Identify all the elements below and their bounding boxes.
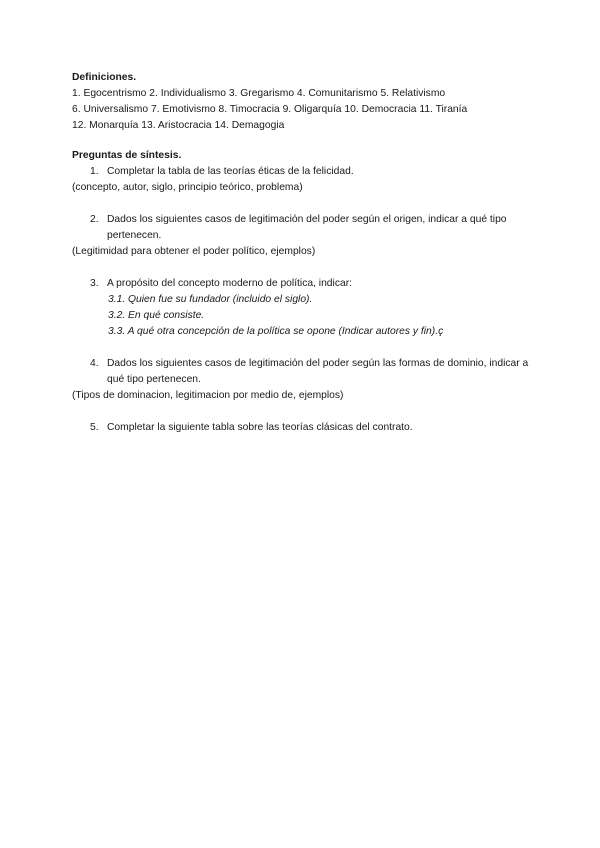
question-3-text: A propósito del concepto moderno de política, indicar: xyxy=(107,278,352,289)
spacer xyxy=(72,260,542,276)
definiciones-line-2: 6. Universalismo 7. Emotivismo 8. Timocracia 9. Oligarquía 10. Democracia 11. Tiranía xyxy=(72,104,468,115)
question-3 xyxy=(72,276,542,292)
question-2-note: (Legitimidad para obtener el poder político, ejemplos) xyxy=(72,246,316,257)
spacer xyxy=(72,404,542,420)
question-4 xyxy=(72,356,542,388)
question-4-note: (Tipos de dominacion, legitimacion por medio de, ejemplos) xyxy=(72,390,344,401)
question-1-text: Completar la tabla de las teorías éticas de la felicidad. xyxy=(107,166,354,177)
definiciones-line-1: 1. Egocentrismo 2. Individualismo 3. Gregarismo 4. Comunitarismo 5. Relativismo xyxy=(72,88,446,99)
question-5-number: 5. xyxy=(90,422,99,433)
question-3-sub-3: 3.3. A qué otra concepción de la política se opone (Indicar autores y fin).ç xyxy=(108,326,444,337)
spacer xyxy=(72,196,542,212)
question-5 xyxy=(72,420,542,436)
question-1-note: (concepto, autor, siglo, principio teórico, problema) xyxy=(72,182,303,193)
question-3-sub-1: 3.1. Quien fue su fundador (incluido el siglo). xyxy=(108,294,313,305)
document-page xyxy=(72,70,542,436)
question-4-text: Dados los siguientes casos de legitimación del poder según las formas de dominio, indicar a qué tipo pertenecen. xyxy=(107,358,529,385)
question-4-number: 4. xyxy=(90,358,99,369)
section-gap xyxy=(72,134,542,148)
definiciones-heading: Definiciones. xyxy=(72,72,137,83)
question-2-number: 2. xyxy=(90,214,99,225)
question-3-sub-2: 3.2. En qué consiste. xyxy=(108,310,205,321)
definiciones-line-3: 12. Monarquía 13. Aristocracia 14. Demagogia xyxy=(72,120,285,131)
question-5-text: Completar la siguiente tabla sobre las teorías clásicas del contrato. xyxy=(107,422,413,433)
preguntas-heading: Preguntas de síntesis. xyxy=(72,150,182,161)
question-2-text: Dados los siguientes casos de legitimación del poder según el origen, indicar a qué tipo pertenecen. xyxy=(107,214,507,241)
spacer xyxy=(72,340,542,356)
question-3-number: 3. xyxy=(90,278,99,289)
question-2 xyxy=(72,212,542,244)
question-1 xyxy=(72,164,542,180)
question-1-number: 1. xyxy=(90,166,99,177)
